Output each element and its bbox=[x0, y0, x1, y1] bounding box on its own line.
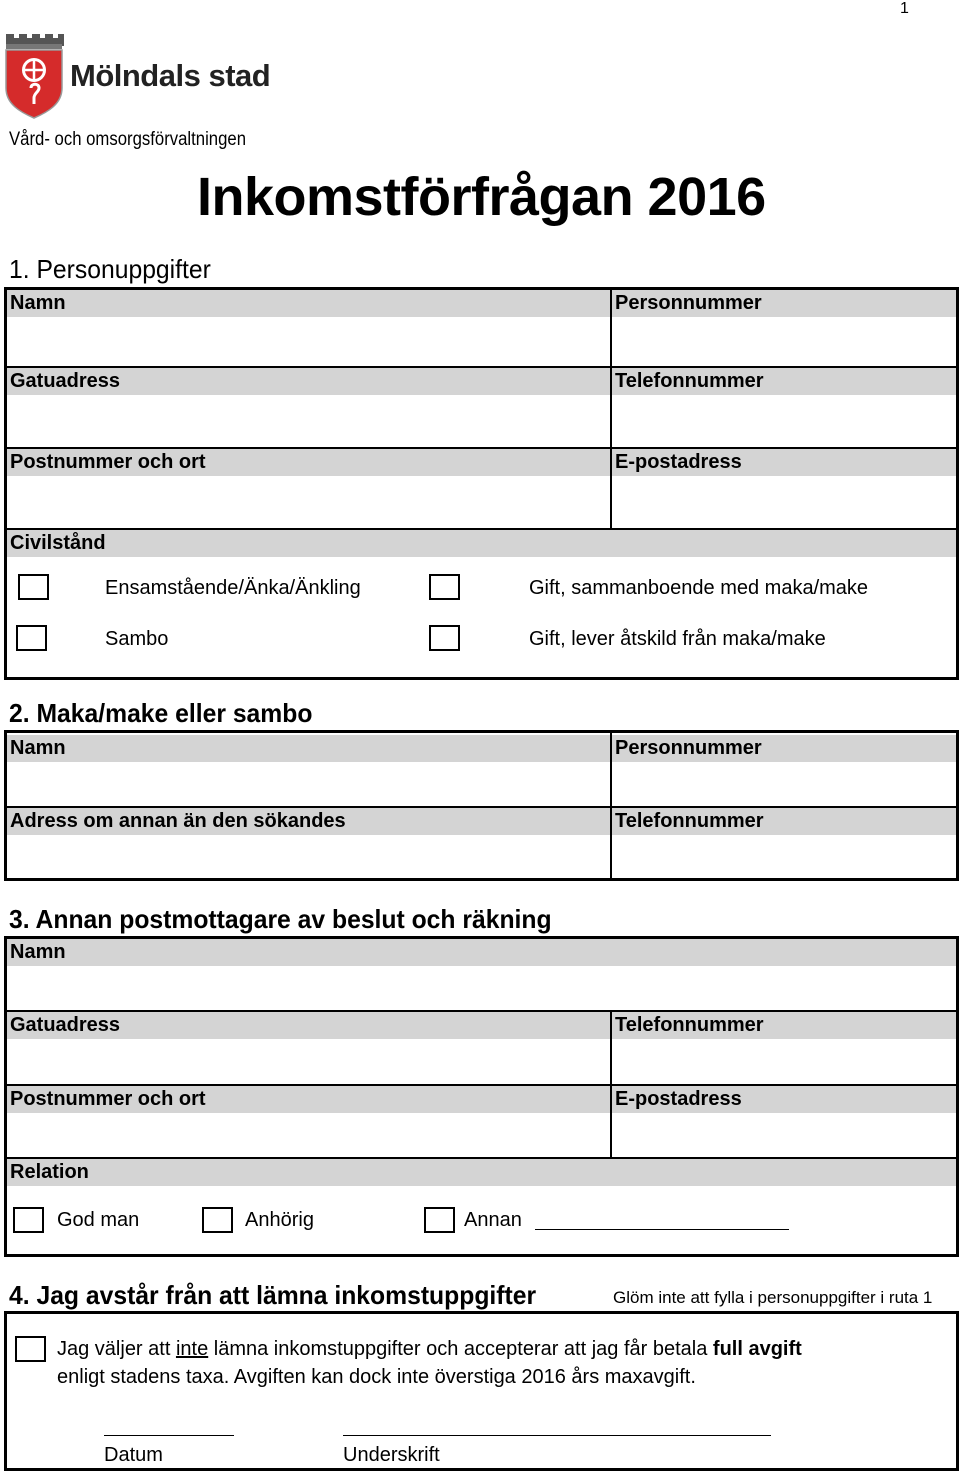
checkbox-sambo[interactable] bbox=[16, 625, 47, 651]
avstar-text-underlined: inte bbox=[175, 1338, 209, 1360]
datum-field[interactable] bbox=[104, 1435, 234, 1436]
section2-box bbox=[4, 730, 959, 881]
annan-text-field[interactable] bbox=[535, 1229, 789, 1230]
label-mottagare-epost: E-postadress bbox=[612, 1086, 956, 1113]
document-title: Inkomstförfrågan 2016 bbox=[197, 167, 766, 227]
label-partner-telefon: Telefonnummer bbox=[612, 808, 956, 835]
section3-box bbox=[4, 936, 959, 1257]
checkbox-annan[interactable] bbox=[424, 1207, 455, 1233]
option-gift-atskild: Gift, lever åtskild från maka/make bbox=[529, 628, 826, 650]
section3-title: 3. Annan postmottagare av beslut och räkning bbox=[9, 904, 552, 934]
checkbox-anhorig[interactable] bbox=[202, 1207, 233, 1233]
option-sambo: Sambo bbox=[105, 628, 169, 650]
section1-title: 1. Personuppgifter bbox=[9, 254, 211, 284]
option-anhorig: Anhörig bbox=[245, 1209, 314, 1231]
option-god-man: God man bbox=[57, 1209, 140, 1231]
label-mottagare-namn: Namn bbox=[7, 939, 956, 966]
department-name: Vård- och omsorgsförvaltningen bbox=[9, 129, 246, 150]
avstar-text-line1 bbox=[57, 1338, 802, 1361]
checkbox-god-man[interactable] bbox=[13, 1207, 44, 1233]
option-ensamstaende: Ensamstående/Änka/Änkling bbox=[105, 577, 361, 599]
option-annan: Annan bbox=[464, 1209, 522, 1231]
section4-note: Glöm inte att fylla i personuppgifter i ruta 1 bbox=[613, 1288, 933, 1307]
label-epost: E-postadress bbox=[612, 449, 956, 476]
label-telefonnummer: Telefonnummer bbox=[612, 368, 956, 395]
label-partner-personnummer: Personnummer bbox=[612, 735, 956, 762]
avstar-text-bold: full avgift bbox=[712, 1338, 802, 1360]
section1-box bbox=[4, 287, 959, 680]
checkbox-gift-sammanboende[interactable] bbox=[429, 574, 460, 600]
label-postnummer: Postnummer och ort bbox=[7, 449, 610, 476]
label-partner-namn: Namn bbox=[7, 735, 610, 762]
label-gatuadress: Gatuadress bbox=[7, 368, 610, 395]
city-shield-icon bbox=[4, 30, 66, 120]
avstar-text-part2: lämna inkomstuppgifter och accepterar att jag får betala bbox=[208, 1338, 713, 1360]
datum-label: Datum bbox=[104, 1444, 163, 1466]
label-namn: Namn bbox=[7, 290, 610, 317]
underskrift-label: Underskrift bbox=[343, 1444, 440, 1466]
avstar-text-line2: enligt stadens taxa. Avgiften kan dock inte överstiga 2016 års maxavgift. bbox=[57, 1366, 696, 1388]
label-civilstand: Civilstånd bbox=[7, 530, 956, 557]
avstar-text-part1: Jag väljer att bbox=[57, 1338, 176, 1360]
section4-title: 4. Jag avstår från att lämna inkomstuppgifter bbox=[9, 1280, 537, 1310]
label-mottagare-gatuadress: Gatuadress bbox=[7, 1012, 610, 1039]
section4-box bbox=[4, 1311, 959, 1471]
option-gift-sammanboende: Gift, sammanboende med maka/make bbox=[529, 577, 869, 599]
label-relation: Relation bbox=[7, 1159, 956, 1186]
label-personnummer: Personnummer bbox=[612, 290, 956, 317]
label-mottagare-telefon: Telefonnummer bbox=[612, 1012, 956, 1039]
checkbox-gift-atskild[interactable] bbox=[429, 625, 460, 651]
checkbox-avstar[interactable] bbox=[15, 1336, 46, 1362]
label-partner-adress: Adress om annan än den sökandes bbox=[7, 808, 610, 835]
label-mottagare-postnummer: Postnummer och ort bbox=[7, 1086, 610, 1113]
checkbox-ensamstaende[interactable] bbox=[18, 574, 49, 600]
underskrift-field[interactable] bbox=[343, 1435, 771, 1436]
logo-text: Mölndals stad bbox=[70, 58, 271, 93]
page-number: 1 bbox=[900, 0, 909, 17]
section2-title: 2. Maka/make eller sambo bbox=[9, 698, 313, 728]
